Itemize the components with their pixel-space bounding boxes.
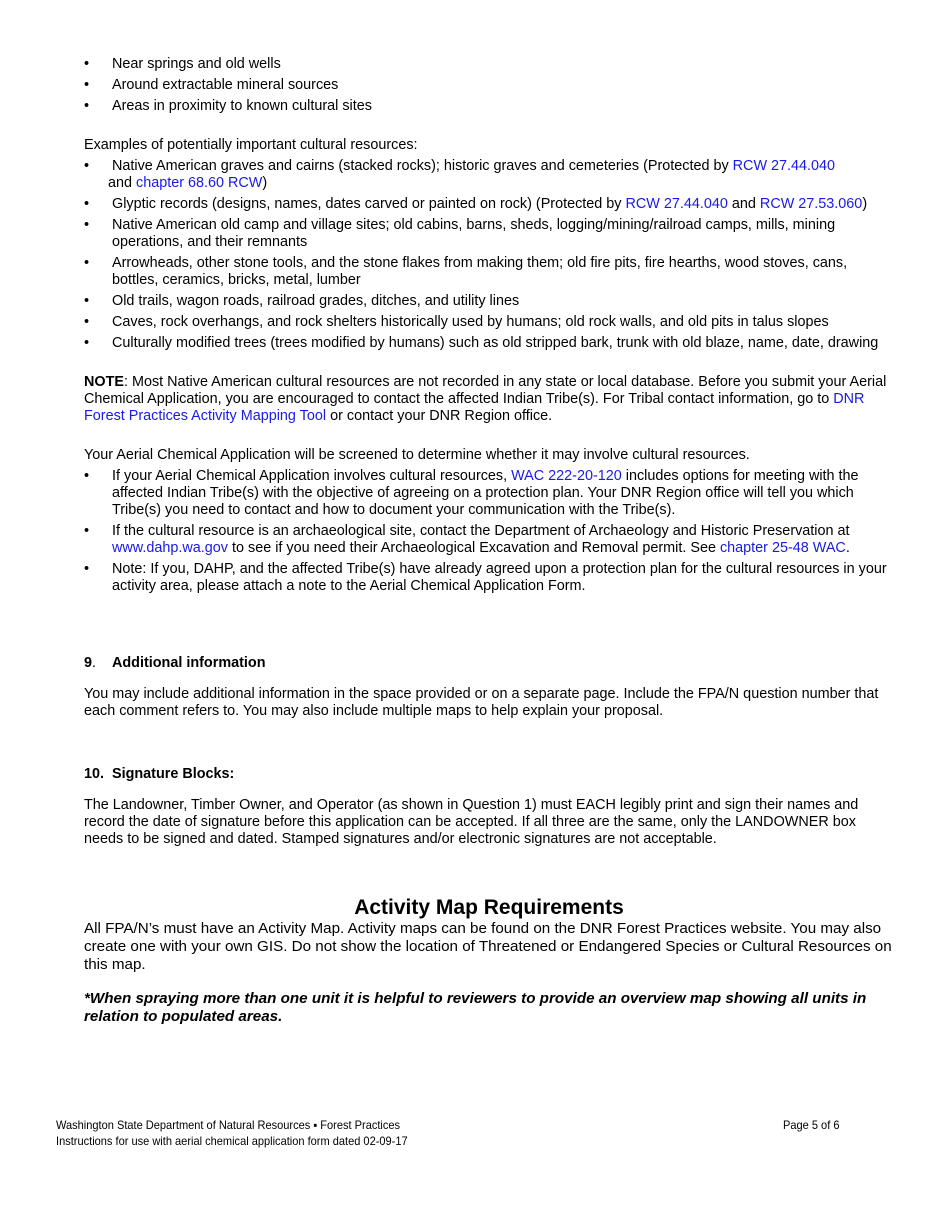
footer: [56, 1117, 783, 1149]
list-item-protection-plan-note: • Note: If you, DAHP, and the affected Tribe(s) have already agreed upon a protection plan for the cultural resources in your activity area, please attach a note to the Aerial Chemical Application Form.: [84, 561, 894, 595]
text: Glyptic records (designs, names, dates carved or painted on rock) (Protected by: [112, 196, 626, 212]
list-item-dahp: [84, 523, 894, 557]
text: If the cultural resource is an archaeological site, contact the Department of Archaeology and Historic Preservation at: [112, 523, 850, 539]
number-suffix: .: [92, 655, 97, 671]
list-item-graves: [84, 158, 894, 192]
link-activity-mapping-tool[interactable]: DNR Forest Practices Activity Mapping Tool: [84, 391, 865, 424]
text: : Most Native American cultural resources are not recorded in any state or local database. Before you submit your Aerial Chemical Application, you are encouraged to contact the affected Indian Tribe(s). For Tribal contact information, go to: [84, 374, 887, 407]
footer-form-date: Instructions for use with aerial chemical application form dated 02-09-17: [56, 1134, 408, 1148]
activity-map-body: All FPA/N’s must have an Activity Map. Activity maps can be found on the DNR Forest Practices website. You may also create one with your own GIS. Do not show the location of Threatened or Endangered Species or Cultural Resources on this map.: [84, 920, 892, 973]
section-10-body: The Landowner, Timber Owner, and Operator (as shown in Question 1) must EACH legibly print and sign their names and record the date of signature before this application can be accepted. If all three are the same, only the LANDOWNER box needs to be signed and dated. Stamped signatures and/or electronic signatures are not acceptable.: [84, 797, 859, 847]
list-item-wac: [84, 468, 894, 519]
text: ): [262, 175, 268, 191]
list-item: • Near springs and old wells: [84, 56, 894, 73]
examples-intro: Examples of potentially important cultural resources:: [84, 137, 418, 153]
list-item-glyptic: [84, 196, 894, 213]
list-item-caves: • Caves, rock overhangs, and rock shelters historically used by humans; old rock walls, and old pits in talus slopes: [84, 314, 894, 331]
section-9-body: You may include additional information in the space provided or on a separate page. Include the FPA/N question number that each comment refers to. You may also include multiple maps to help explain your proposal.: [84, 686, 879, 719]
examples-list: [84, 158, 894, 352]
list-item: • Around extractable mineral sources: [84, 77, 894, 94]
link-rcw-27-44-040[interactable]: RCW 27.44.040: [732, 158, 836, 174]
section-number: [84, 655, 112, 672]
list-item: • Areas in proximity to known cultural sites: [84, 98, 894, 115]
text: to see if you need their Archaeological Excavation and Removal permit. See: [228, 540, 720, 556]
screening-list: [84, 468, 894, 595]
list-item-arrowheads: • Arrowheads, other stone tools, and the stone flakes from making them; old fire pits, fire hearths, wood stoves, cans, bottles, ceramics, bricks, metal, lumber: [84, 255, 894, 289]
section-9-heading: [84, 655, 894, 672]
text: and: [727, 196, 760, 212]
section-title: Additional information: [112, 655, 266, 671]
link-rcw-27-53-060[interactable]: RCW 27.53.060: [759, 196, 863, 212]
note-paragraph: [84, 374, 894, 425]
footer-agency: Washington State Department of Natural Resources ▪ Forest Practices: [56, 1118, 401, 1132]
text: .: [845, 540, 850, 556]
text: Native American graves and cairns (stacked rocks); historic graves and cemeteries (Protected by: [112, 158, 733, 174]
section-title: Signature Blocks:: [112, 766, 235, 782]
list-item-trails: • Old trails, wagon roads, railroad grades, ditches, and utility lines: [84, 293, 894, 310]
link-chapter-68-60-rcw[interactable]: chapter 68.60 RCW: [136, 175, 263, 191]
number: 9: [84, 655, 93, 671]
note-label: NOTE: [84, 374, 124, 390]
text: If your Aerial Chemical Application involves cultural resources,: [112, 468, 512, 484]
link-chapter-25-48-wac[interactable]: chapter 25-48 WAC: [719, 540, 846, 556]
link-dahp-website[interactable]: www.dahp.wa.gov: [112, 540, 228, 556]
link-rcw-27-44-040[interactable]: RCW 27.44.040: [625, 196, 728, 212]
text: or contact your DNR Region office.: [326, 408, 553, 424]
page-number: Page 5 of 6: [783, 1118, 840, 1132]
text: includes options for meeting with the affected Indian Tribe(s) with the objective of agreeing on a protection plan. Your DNR Region office will tell you which Tribe(s) you need to contact and how to document your communication with the Tribe(s).: [112, 468, 859, 518]
section-10-heading: [84, 766, 894, 783]
list-item-camps: • Native American old camp and village sites; old cabins, barns, sheds, logging/mining/railroad camps, mills, mining operations, and their remnants: [84, 217, 894, 251]
location-list: [84, 56, 894, 115]
link-wac-222-20-120[interactable]: WAC 222-20-120: [511, 468, 622, 484]
section-number: 10.: [84, 766, 105, 782]
text: ): [862, 196, 868, 212]
overview-map-note: *When spraying more than one unit it is helpful to reviewers to provide an overview map showing all units in relation to populated areas.: [84, 990, 867, 1025]
list-item-trees: • Culturally modified trees (trees modified by humans) such as old stripped bark, trunk with old blaze, name, date, drawing: [84, 335, 894, 352]
screening-intro: Your Aerial Chemical Application will be screened to determine whether it may involve cultural resources.: [84, 447, 750, 463]
text: and: [108, 175, 137, 191]
page-content: [84, 56, 894, 1026]
activity-map-heading: Activity Map Requirements: [354, 896, 624, 919]
